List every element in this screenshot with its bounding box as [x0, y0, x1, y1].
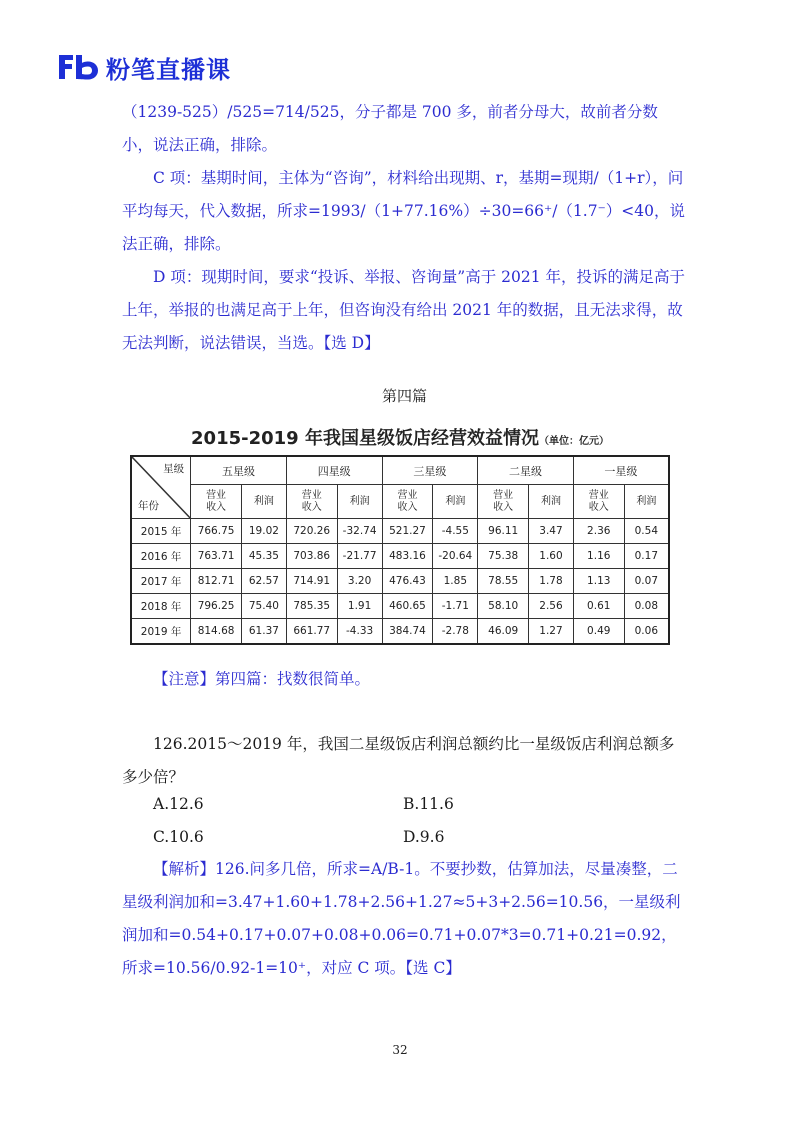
- table-cell: 1.16: [573, 544, 624, 569]
- analysis-paragraph: 【解析】126.问多几倍，所求=A/B-1。不要抄数，估算加法，尽量凑整，二星级利润加和=3.47+1.60+1.78+2.56+1.27≈5+3+2.56=10.56，一星级利润加和=0.54+0.17+0.07+0.08+0.06=0.71+0.07*3=0.71+0.21=0.92，所求=10.56/0.92-1=10⁺，对应 C 项。【选 C】: [122, 860, 681, 977]
- table-cell: 763.71: [191, 544, 242, 569]
- table-cell: 75.40: [241, 594, 286, 619]
- table-row: [131, 619, 669, 645]
- table-cell: 384.74: [382, 619, 433, 645]
- table-cell: -4.55: [433, 519, 478, 544]
- table-row: [131, 544, 669, 569]
- table-cell: 2019 年: [131, 619, 191, 645]
- sub-header-profit: 利润: [433, 485, 478, 519]
- section-title: 第四篇: [381, 387, 427, 405]
- table-cell: 2015 年: [131, 519, 191, 544]
- table-cell: 1.85: [433, 569, 478, 594]
- table-cell: 96.11: [478, 519, 529, 544]
- table-cell: 75.38: [478, 544, 529, 569]
- table-title-text: 2015-2019 年我国星级饭店经营效益情况: [191, 428, 539, 449]
- table-cell: 2018 年: [131, 594, 191, 619]
- table-cell: 0.17: [624, 544, 669, 569]
- table-cell: 0.07: [624, 569, 669, 594]
- note-paragraph: 【注意】第四篇：找数很简单。: [153, 670, 371, 688]
- table-cell: 46.09: [478, 619, 529, 645]
- group-header: 二星级: [478, 456, 574, 485]
- corner-label-year: 年份: [138, 500, 159, 512]
- table-cell: 1.13: [573, 569, 624, 594]
- table-cell: -1.71: [433, 594, 478, 619]
- corner-label-star: 星级: [163, 463, 185, 475]
- brand-logo: [56, 50, 231, 84]
- question-stem: 126.2015～2019 年，我国二星级饭店利润总额约比一星级饭店利润总额多多少倍？: [122, 735, 675, 786]
- table-cell: -21.77: [337, 544, 382, 569]
- paragraph-option-c: C 项：基期时间，主体为“咨询”，材料给出现期、r，基期=现期/（1+r），问平均每天，代入数据，所求=1993/（1+77.16%）÷30=66⁺/（1.7⁻）<40，说法正确，排除。: [122, 169, 685, 253]
- table-cell: 2016 年: [131, 544, 191, 569]
- table-cell: 2.56: [529, 594, 574, 619]
- table-cell: 714.91: [286, 569, 337, 594]
- table-row: [131, 594, 669, 619]
- table-cell: 460.65: [382, 594, 433, 619]
- table-cell: 0.49: [573, 619, 624, 645]
- table-cell: 45.35: [241, 544, 286, 569]
- paragraph-option-d: D 项：现期时间，要求“投诉、举报、咨询量”高于 2021 年，投诉的满足高于上年，举报的也满足高于上年，但咨询没有给出 2021 年的数据，且无法求得，故无法判断，说法错误，当选。【选 D】: [122, 268, 686, 352]
- table-cell: 2.36: [573, 519, 624, 544]
- paragraph-previous-answer: （1239-525）/525=714/525，分子都是 700 多，前者分母大，故前者分数小，说法正确，排除。: [122, 103, 658, 154]
- table-cell: -4.33: [337, 619, 382, 645]
- table-unit: （单位：亿元）: [538, 436, 609, 447]
- table-cell: 78.55: [478, 569, 529, 594]
- sub-header-profit: 利润: [337, 485, 382, 519]
- fb-logo-icon: [56, 52, 102, 82]
- table-cell: -2.78: [433, 619, 478, 645]
- table-cell: 703.86: [286, 544, 337, 569]
- table-cell: 814.68: [191, 619, 242, 645]
- table-cell: 812.71: [191, 569, 242, 594]
- group-header: 三星级: [382, 456, 478, 485]
- table-cell: 0.06: [624, 619, 669, 645]
- sub-header-revenue: 营业收入: [382, 485, 433, 519]
- page-number: 32: [392, 1043, 408, 1057]
- brand-name: 粉笔直播课: [106, 55, 231, 84]
- table-cell: 785.35: [286, 594, 337, 619]
- table-cell: 1.91: [337, 594, 382, 619]
- table-cell: 0.08: [624, 594, 669, 619]
- table-cell: 62.57: [241, 569, 286, 594]
- option-a: A.12.6: [153, 795, 204, 813]
- option-b: B.11.6: [403, 795, 454, 813]
- table-cell: 661.77: [286, 619, 337, 645]
- table-corner-header: [131, 456, 191, 519]
- sub-header-profit: 利润: [529, 485, 574, 519]
- hotel-data-table: [130, 455, 670, 645]
- table-cell: 720.26: [286, 519, 337, 544]
- table-cell: 766.75: [191, 519, 242, 544]
- table-title: [130, 424, 670, 450]
- option-c: C.10.6: [153, 828, 204, 846]
- sub-header-revenue: 营业收入: [573, 485, 624, 519]
- table-row: [131, 519, 669, 544]
- table-cell: 58.10: [478, 594, 529, 619]
- table-cell: 521.27: [382, 519, 433, 544]
- group-header: 五星级: [191, 456, 287, 485]
- sub-header-profit: 利润: [624, 485, 669, 519]
- table-cell: 3.20: [337, 569, 382, 594]
- sub-header-revenue: 营业收入: [286, 485, 337, 519]
- table-cell: 1.60: [529, 544, 574, 569]
- group-header: 一星级: [573, 456, 669, 485]
- table-row: [131, 569, 669, 594]
- table-cell: 0.61: [573, 594, 624, 619]
- table-cell: 796.25: [191, 594, 242, 619]
- table-cell: 1.27: [529, 619, 574, 645]
- table-cell: 476.43: [382, 569, 433, 594]
- sub-header-profit: 利润: [241, 485, 286, 519]
- table-cell: 19.02: [241, 519, 286, 544]
- table-cell: -32.74: [337, 519, 382, 544]
- group-header: 四星级: [286, 456, 382, 485]
- option-d: D.9.6: [403, 828, 445, 846]
- table-cell: 61.37: [241, 619, 286, 645]
- table-cell: -20.64: [433, 544, 478, 569]
- table-cell: 483.16: [382, 544, 433, 569]
- table-cell: 0.54: [624, 519, 669, 544]
- table-cell: 1.78: [529, 569, 574, 594]
- sub-header-revenue: 营业收入: [478, 485, 529, 519]
- table-cell: 3.47: [529, 519, 574, 544]
- table-cell: 2017 年: [131, 569, 191, 594]
- sub-header-revenue: 营业收入: [191, 485, 242, 519]
